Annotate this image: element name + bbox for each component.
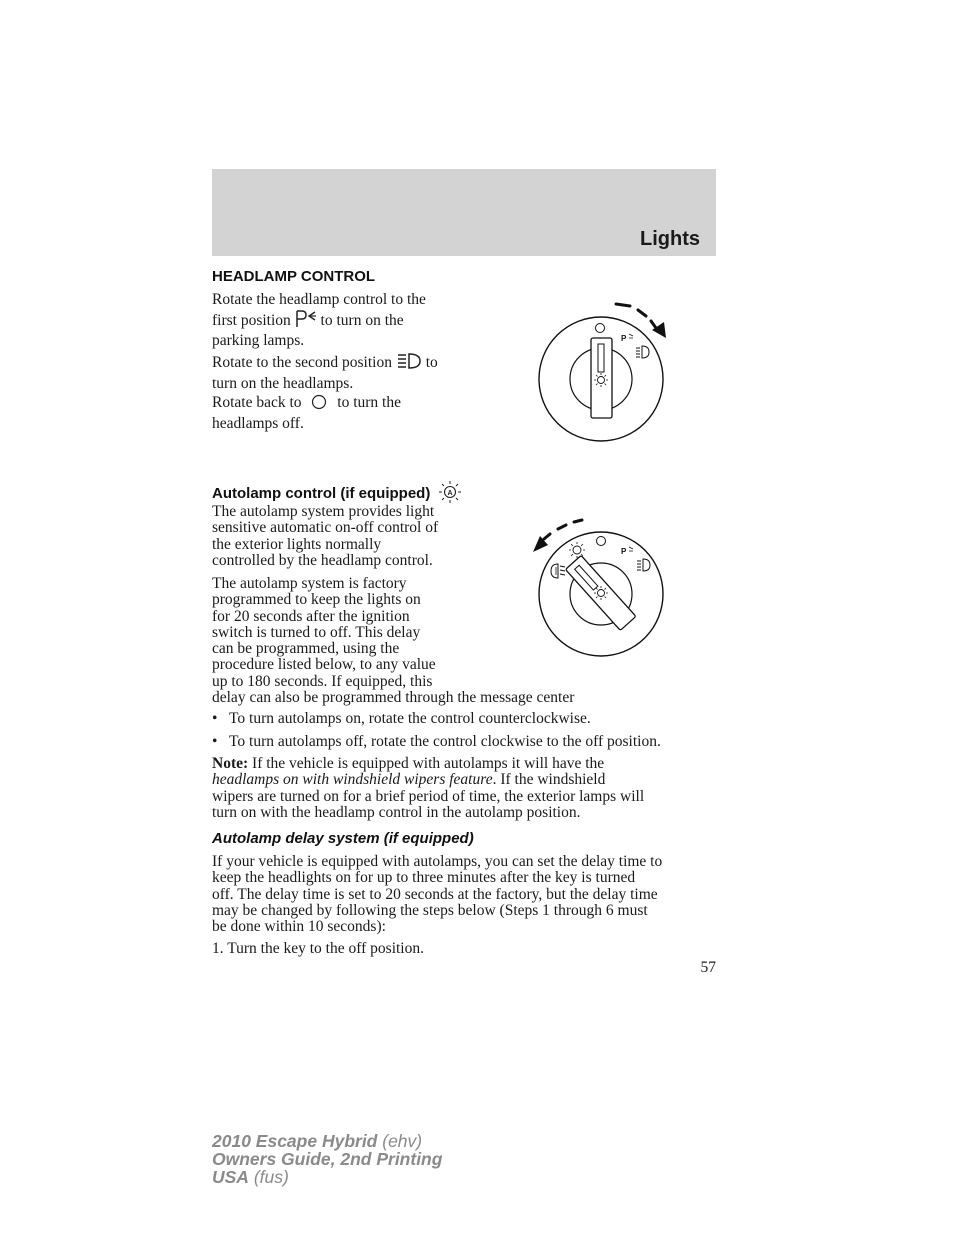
page-number: 57 [700,959,716,976]
headlamp-heading: HEADLAMP CONTROL [212,268,376,285]
footer-model-code: (ehv) [377,1131,423,1151]
text-line: delay can also be programmed through the message center [212,689,575,707]
text-run: to turn on the [320,312,404,330]
headlamp-paragraph-1 [212,292,492,349]
text-line: turn on with the headlamp control in the autolamp position. [212,803,581,821]
autolamp-control-diagram [528,512,678,662]
autolamp-paragraph-1 [212,504,492,569]
rotation-arrow-dash [574,520,582,522]
off-position-icon [311,394,327,414]
text-line: wipers are turned on for a brief period of time, the exterior lamps will [212,787,645,805]
text-line: can be programmed, using the [212,640,400,658]
text-line [212,394,502,414]
document-footer [212,1132,442,1186]
text-line [212,756,732,772]
note-paragraph [212,756,732,821]
rotation-arrow-dash [638,310,646,316]
svg-text:A: A [446,490,453,497]
note-label: Note: [212,755,249,772]
text-run: to [425,354,438,371]
text-line [212,352,502,374]
footer-edition: Owners Guide, 2nd Printing [212,1149,443,1169]
bullet-text: To turn autolamps off, rotate the control clockwise to the off position. [229,733,661,750]
text-run: first position [212,312,291,330]
footer-line [212,1132,442,1150]
parking-lamp-icon [295,310,317,332]
text-line: switch is turned to off. This delay [212,623,421,641]
text-line: the exterior lights normally [212,535,382,553]
footer-market: USA [212,1167,249,1187]
footer-market-code: (fus) [248,1167,289,1187]
footer-line [212,1150,442,1168]
text-line: procedure listed below, to any value [212,656,436,674]
headlamp-paragraph-3 [212,394,502,433]
text-line: Rotate the headlamp control to the [212,291,426,308]
feature-name: headlamps on with windshield wipers feature [212,771,493,789]
text-line: off. The delay time is set to 20 seconds at the factory, but the delay time [212,885,658,903]
footer-model: 2010 Escape Hybrid [212,1131,378,1151]
bullet-text: To turn autolamps on, rotate the control counterclockwise. [229,710,591,727]
text-line: The autolamp system provides light [212,503,435,520]
text-line: programmed to keep the lights on [212,591,421,609]
headlamp-control-diagram [530,296,680,456]
text-line: The autolamp system is factory [212,575,407,592]
text-line: controlled by the headlamp control. [212,551,433,569]
text-line [212,310,492,332]
bullet-marker: • [212,710,218,727]
text-line: keep the headlights on for up to three minutes after the key is turned [212,869,636,887]
text-line: may be changed by following the steps below (Steps 1 through 6 must [212,901,648,919]
text-line: If your vehicle is equipped with autolamps, you can set the delay time to [212,853,663,870]
footer-line [212,1168,442,1186]
delay-heading: Autolamp delay system (if equipped) [212,830,474,847]
headlamp-icon [396,352,422,374]
delay-paragraph [212,854,732,935]
text-line [212,772,732,788]
rotation-arrow-shaft [544,534,550,539]
text-line: headlamps off. [212,415,304,433]
parking-position-label: P [621,334,627,343]
parking-position-label: P [621,547,627,556]
text-run: . If the windshield [492,771,606,789]
text-line: parking lamps. [212,331,305,349]
text-line: for 20 seconds after the ignition [212,607,410,625]
text-line: be done within 10 seconds): [212,918,386,936]
bullet-marker: • [212,733,218,750]
text-run: Rotate to the second position [212,354,392,371]
autolamp-heading-text: Autolamp control (if equipped) [212,485,431,502]
rotation-arrow-dash [616,304,630,306]
headlamp-paragraph-2 [212,352,502,393]
text-run: If the vehicle is equipped with autolamps it will have the [252,755,605,772]
delay-step-1: 1. Turn the key to the off position. [212,940,424,957]
text-run: Rotate back to [212,394,302,411]
header-band [212,169,716,256]
text-run: to turn the [337,394,401,411]
text-line: up to 180 seconds. If equipped, this [212,672,433,690]
off-position-icon [596,324,605,333]
text-line: sensitive automatic on-off control of [212,519,439,537]
rotation-arrow-shaft [651,321,656,328]
text-line: turn on the headlamps. [212,375,354,393]
rotation-arrow-dash [558,525,566,529]
section-title: Lights [640,228,700,250]
knob-indicator [598,344,604,372]
off-position-icon [597,537,606,546]
